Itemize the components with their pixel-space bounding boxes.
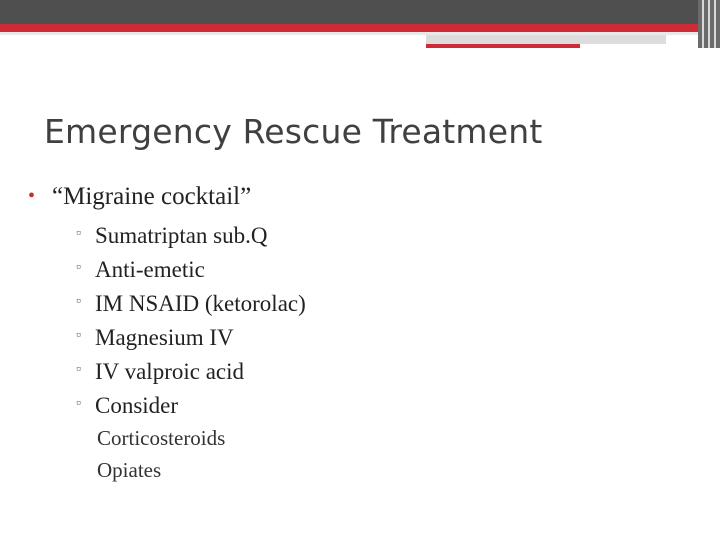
subitem-text: Anti-emetic: [95, 257, 205, 282]
consider-item-opiates: [96, 458, 161, 483]
consider-text: Opiates: [97, 458, 162, 482]
bullet-text: “Migraine cocktail”: [52, 183, 252, 210]
accent-box: [426, 35, 666, 44]
square-bullet-icon: ▫: [76, 362, 81, 377]
consider-text: Corticosteroids: [97, 426, 226, 450]
slide-title: Emergency Rescue Treatment: [44, 112, 543, 151]
consider-item-corticosteroids: [96, 426, 225, 451]
subitem-text: Consider: [95, 393, 179, 418]
corner-stripe: [708, 0, 710, 48]
subitem-text: IV valproic acid: [95, 359, 245, 384]
subitem-im-nsaid: [76, 291, 306, 317]
subitem-magnesium: [76, 325, 234, 351]
corner-box: [698, 0, 720, 48]
corner-stripe: [714, 0, 716, 48]
corner-stripe: [702, 0, 704, 48]
subitem-text: Sumatriptan sub.Q: [95, 223, 268, 248]
square-bullet-icon: ▫: [76, 294, 81, 309]
subitem-anti-emetic: [76, 257, 205, 283]
subitem-consider: [76, 393, 179, 419]
square-bullet-icon: ▫: [76, 328, 81, 343]
subitem-text: Magnesium IV: [95, 325, 234, 350]
subitem-sumatriptan: [76, 223, 268, 249]
square-bullet-icon: ▫: [76, 226, 81, 241]
bullet-dot-icon: •: [28, 185, 36, 207]
subitem-valproic-acid: [76, 359, 245, 385]
square-bullet-icon: ▫: [76, 396, 81, 411]
top-band-dark: [0, 0, 698, 24]
bullet-migraine-cocktail: [28, 183, 252, 211]
subitem-text: IM NSAID (ketorolac): [95, 291, 306, 316]
square-bullet-icon: ▫: [76, 260, 81, 275]
top-band-red: [0, 24, 720, 32]
accent-red-bar: [426, 44, 580, 48]
